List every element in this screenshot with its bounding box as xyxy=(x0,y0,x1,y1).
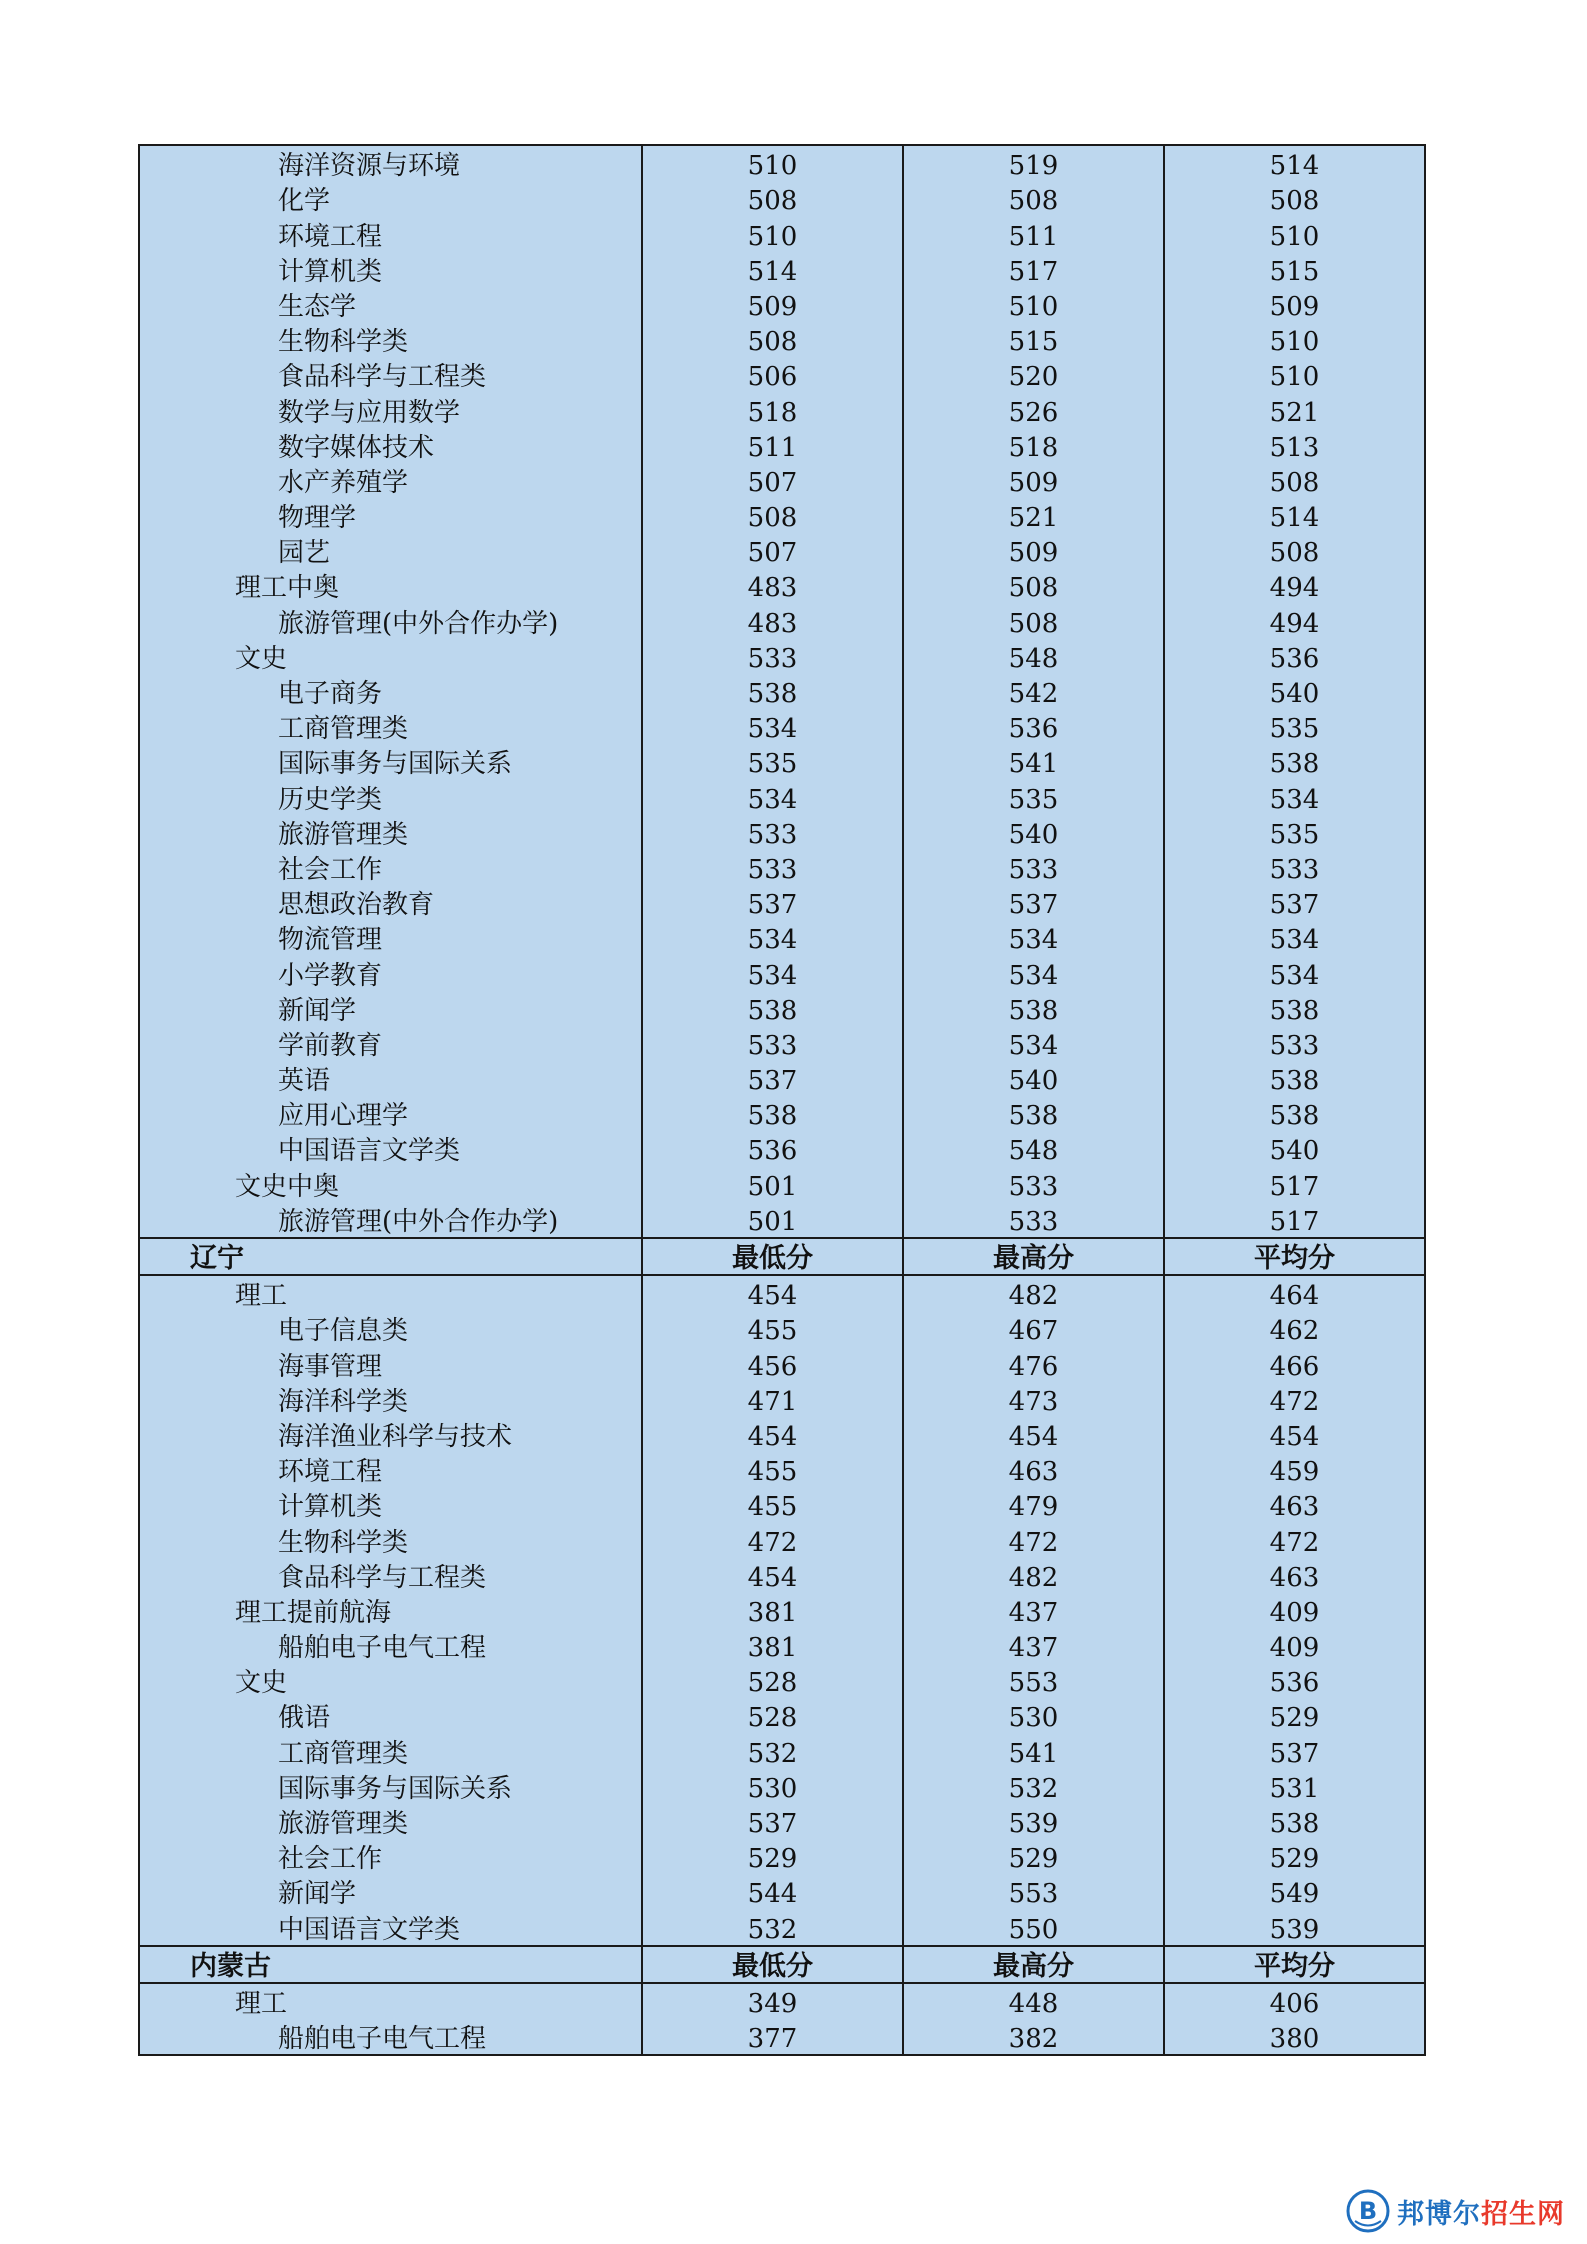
major-row xyxy=(139,428,1425,463)
major-row xyxy=(139,498,1425,533)
max-score-cell: 515 xyxy=(903,322,1164,357)
major-row xyxy=(139,850,1425,885)
major-row xyxy=(139,1558,1425,1593)
row-name-cell: 船舶电子电气工程 xyxy=(139,1628,642,1663)
max-score-cell: 448 xyxy=(903,1983,1164,2019)
min-score-cell: 483 xyxy=(642,568,903,603)
major-row xyxy=(139,991,1425,1026)
min-score-cell: 514 xyxy=(642,252,903,287)
svg-text:B: B xyxy=(1358,2197,1378,2225)
major-row xyxy=(139,1131,1425,1166)
category-row xyxy=(139,1983,1425,2019)
min-score-cell: 455 xyxy=(642,1311,903,1346)
min-score-cell: 537 xyxy=(642,1061,903,1096)
min-score-cell: 508 xyxy=(642,498,903,533)
major-row xyxy=(139,1346,1425,1381)
avg-score-cell: 536 xyxy=(1164,639,1425,674)
major-row xyxy=(139,1026,1425,1061)
avg-score-cell: 406 xyxy=(1164,1983,1425,2019)
major-row xyxy=(139,181,1425,216)
min-score-cell: 510 xyxy=(642,145,903,181)
logo-text-accent: 招生网 xyxy=(1481,2198,1565,2230)
max-score-cell: 538 xyxy=(903,991,1164,1026)
max-score-cell: 437 xyxy=(903,1593,1164,1628)
avg-score-cell: 508 xyxy=(1164,533,1425,568)
avg-score-cell: 472 xyxy=(1164,1382,1425,1417)
major-row xyxy=(139,533,1425,568)
province-header-row xyxy=(139,1238,1425,1275)
category-row xyxy=(139,1593,1425,1628)
row-name-cell: 理工 xyxy=(139,1983,642,2019)
avg-score-cell: 494 xyxy=(1164,603,1425,638)
row-name-cell: 水产养殖学 xyxy=(139,463,642,498)
min-score-cell: 472 xyxy=(642,1522,903,1557)
min-score-cell: 528 xyxy=(642,1698,903,1733)
min-score-cell: 最低分 xyxy=(642,1946,903,1983)
avg-score-cell: 409 xyxy=(1164,1593,1425,1628)
max-score-cell: 517 xyxy=(903,252,1164,287)
max-score-cell: 529 xyxy=(903,1839,1164,1874)
min-score-cell: 454 xyxy=(642,1558,903,1593)
min-score-cell: 528 xyxy=(642,1663,903,1698)
min-score-cell: 511 xyxy=(642,428,903,463)
min-score-cell: 534 xyxy=(642,709,903,744)
avg-score-cell: 510 xyxy=(1164,216,1425,251)
major-row xyxy=(139,920,1425,955)
max-score-cell: 509 xyxy=(903,463,1164,498)
max-score-cell: 534 xyxy=(903,1026,1164,1061)
min-score-cell: 471 xyxy=(642,1382,903,1417)
max-score-cell: 550 xyxy=(903,1909,1164,1945)
min-score-cell: 536 xyxy=(642,1131,903,1166)
avg-score-cell: 平均分 xyxy=(1164,1946,1425,1983)
max-score-cell: 534 xyxy=(903,920,1164,955)
province-header-row xyxy=(139,1946,1425,1983)
avg-score-cell: 538 xyxy=(1164,744,1425,779)
min-score-cell: 381 xyxy=(642,1593,903,1628)
row-name-cell: 社会工作 xyxy=(139,850,642,885)
max-score-cell: 537 xyxy=(903,885,1164,920)
max-score-cell: 454 xyxy=(903,1417,1164,1452)
avg-score-cell: 472 xyxy=(1164,1522,1425,1557)
avg-score-cell: 535 xyxy=(1164,815,1425,850)
min-score-cell: 501 xyxy=(642,1166,903,1201)
avg-score-cell: 462 xyxy=(1164,1311,1425,1346)
row-name-cell: 电子商务 xyxy=(139,674,642,709)
max-score-cell: 520 xyxy=(903,357,1164,392)
min-score-cell: 454 xyxy=(642,1417,903,1452)
site-logo xyxy=(1345,2188,1565,2234)
row-name-cell: 小学教育 xyxy=(139,955,642,990)
major-row xyxy=(139,815,1425,850)
min-score-cell: 529 xyxy=(642,1839,903,1874)
avg-score-cell: 534 xyxy=(1164,955,1425,990)
avg-score-cell: 537 xyxy=(1164,885,1425,920)
min-score-cell: 456 xyxy=(642,1346,903,1381)
major-row xyxy=(139,1804,1425,1839)
avg-score-cell: 533 xyxy=(1164,1026,1425,1061)
major-row xyxy=(139,674,1425,709)
avg-score-cell: 529 xyxy=(1164,1839,1425,1874)
max-score-cell: 548 xyxy=(903,639,1164,674)
major-row xyxy=(139,1698,1425,1733)
row-name-cell: 中国语言文学类 xyxy=(139,1131,642,1166)
min-score-cell: 537 xyxy=(642,1804,903,1839)
max-score-cell: 519 xyxy=(903,145,1164,181)
max-score-cell: 530 xyxy=(903,1698,1164,1733)
major-row xyxy=(139,1874,1425,1909)
row-name-cell: 应用心理学 xyxy=(139,1096,642,1131)
min-score-cell: 377 xyxy=(642,2019,903,2055)
major-row xyxy=(139,1522,1425,1557)
major-row xyxy=(139,744,1425,779)
row-name-cell: 船舶电子电气工程 xyxy=(139,2019,642,2055)
max-score-cell: 553 xyxy=(903,1663,1164,1698)
row-name-cell: 辽宁 xyxy=(139,1238,642,1275)
row-name-cell: 化学 xyxy=(139,181,642,216)
min-score-cell: 535 xyxy=(642,744,903,779)
row-name-cell: 工商管理类 xyxy=(139,709,642,744)
row-name-cell: 社会工作 xyxy=(139,1839,642,1874)
category-row xyxy=(139,568,1425,603)
max-score-cell: 最高分 xyxy=(903,1238,1164,1275)
category-row xyxy=(139,639,1425,674)
max-score-cell: 533 xyxy=(903,1202,1164,1238)
max-score-cell: 509 xyxy=(903,533,1164,568)
min-score-cell: 508 xyxy=(642,322,903,357)
row-name-cell: 电子信息类 xyxy=(139,1311,642,1346)
max-score-cell: 482 xyxy=(903,1558,1164,1593)
row-name-cell: 园艺 xyxy=(139,533,642,568)
avg-score-cell: 513 xyxy=(1164,428,1425,463)
major-row xyxy=(139,357,1425,392)
row-name-cell: 旅游管理(中外合作办学) xyxy=(139,1202,642,1238)
row-name-cell: 计算机类 xyxy=(139,1487,642,1522)
min-score-cell: 最低分 xyxy=(642,1238,903,1275)
max-score-cell: 467 xyxy=(903,1311,1164,1346)
max-score-cell: 540 xyxy=(903,815,1164,850)
major-row xyxy=(139,1909,1425,1945)
avg-score-cell: 540 xyxy=(1164,674,1425,709)
avg-score-cell: 515 xyxy=(1164,252,1425,287)
major-row xyxy=(139,1839,1425,1874)
min-score-cell: 538 xyxy=(642,674,903,709)
min-score-cell: 532 xyxy=(642,1733,903,1768)
min-score-cell: 533 xyxy=(642,850,903,885)
max-score-cell: 508 xyxy=(903,181,1164,216)
max-score-cell: 538 xyxy=(903,1096,1164,1131)
row-name-cell: 新闻学 xyxy=(139,1874,642,1909)
max-score-cell: 553 xyxy=(903,1874,1164,1909)
row-name-cell: 海洋资源与环境 xyxy=(139,145,642,181)
major-row xyxy=(139,392,1425,427)
major-row xyxy=(139,885,1425,920)
row-name-cell: 食品科学与工程类 xyxy=(139,357,642,392)
row-name-cell: 环境工程 xyxy=(139,1452,642,1487)
min-score-cell: 483 xyxy=(642,603,903,638)
min-score-cell: 349 xyxy=(642,1983,903,2019)
max-score-cell: 541 xyxy=(903,1733,1164,1768)
major-row xyxy=(139,1769,1425,1804)
row-name-cell: 理工提前航海 xyxy=(139,1593,642,1628)
row-name-cell: 内蒙古 xyxy=(139,1946,642,1983)
avg-score-cell: 494 xyxy=(1164,568,1425,603)
min-score-cell: 538 xyxy=(642,991,903,1026)
site-logo-text xyxy=(1397,2192,1565,2231)
avg-score-cell: 538 xyxy=(1164,1804,1425,1839)
major-row xyxy=(139,2019,1425,2055)
row-name-cell: 生物科学类 xyxy=(139,322,642,357)
row-name-cell: 国际事务与国际关系 xyxy=(139,744,642,779)
avg-score-cell: 517 xyxy=(1164,1202,1425,1238)
row-name-cell: 历史学类 xyxy=(139,779,642,814)
max-score-cell: 510 xyxy=(903,287,1164,322)
avg-score-cell: 514 xyxy=(1164,498,1425,533)
min-score-cell: 532 xyxy=(642,1909,903,1945)
max-score-cell: 382 xyxy=(903,2019,1164,2055)
avg-score-cell: 538 xyxy=(1164,1061,1425,1096)
max-score-cell: 472 xyxy=(903,1522,1164,1557)
major-row xyxy=(139,709,1425,744)
major-row xyxy=(139,145,1425,181)
avg-score-cell: 510 xyxy=(1164,357,1425,392)
admission-score-table xyxy=(138,144,1426,2056)
min-score-cell: 381 xyxy=(642,1628,903,1663)
avg-score-cell: 380 xyxy=(1164,2019,1425,2055)
major-row xyxy=(139,1452,1425,1487)
avg-score-cell: 533 xyxy=(1164,850,1425,885)
avg-score-cell: 531 xyxy=(1164,1769,1425,1804)
max-score-cell: 536 xyxy=(903,709,1164,744)
row-name-cell: 生物科学类 xyxy=(139,1522,642,1557)
min-score-cell: 506 xyxy=(642,357,903,392)
avg-score-cell: 535 xyxy=(1164,709,1425,744)
max-score-cell: 437 xyxy=(903,1628,1164,1663)
min-score-cell: 455 xyxy=(642,1452,903,1487)
min-score-cell: 534 xyxy=(642,955,903,990)
major-row xyxy=(139,1628,1425,1663)
major-row xyxy=(139,287,1425,322)
min-score-cell: 538 xyxy=(642,1096,903,1131)
avg-score-cell: 517 xyxy=(1164,1166,1425,1201)
max-score-cell: 482 xyxy=(903,1275,1164,1311)
avg-score-cell: 509 xyxy=(1164,287,1425,322)
score-table-body xyxy=(139,145,1425,2055)
avg-score-cell: 409 xyxy=(1164,1628,1425,1663)
max-score-cell: 526 xyxy=(903,392,1164,427)
b-circle-logo-icon xyxy=(1345,2188,1391,2234)
major-row xyxy=(139,1096,1425,1131)
major-row xyxy=(139,1382,1425,1417)
max-score-cell: 535 xyxy=(903,779,1164,814)
major-row xyxy=(139,216,1425,251)
major-row xyxy=(139,1733,1425,1768)
max-score-cell: 533 xyxy=(903,1166,1164,1201)
row-name-cell: 海事管理 xyxy=(139,1346,642,1381)
max-score-cell: 508 xyxy=(903,568,1164,603)
row-name-cell: 海洋渔业科学与技术 xyxy=(139,1417,642,1452)
min-score-cell: 508 xyxy=(642,181,903,216)
max-score-cell: 542 xyxy=(903,674,1164,709)
row-name-cell: 学前教育 xyxy=(139,1026,642,1061)
max-score-cell: 518 xyxy=(903,428,1164,463)
avg-score-cell: 459 xyxy=(1164,1452,1425,1487)
avg-score-cell: 463 xyxy=(1164,1487,1425,1522)
min-score-cell: 544 xyxy=(642,1874,903,1909)
row-name-cell: 理工 xyxy=(139,1275,642,1311)
min-score-cell: 455 xyxy=(642,1487,903,1522)
major-row xyxy=(139,322,1425,357)
row-name-cell: 国际事务与国际关系 xyxy=(139,1769,642,1804)
min-score-cell: 510 xyxy=(642,216,903,251)
max-score-cell: 473 xyxy=(903,1382,1164,1417)
min-score-cell: 537 xyxy=(642,885,903,920)
major-row xyxy=(139,463,1425,498)
row-name-cell: 旅游管理(中外合作办学) xyxy=(139,603,642,638)
max-score-cell: 最高分 xyxy=(903,1946,1164,1983)
min-score-cell: 533 xyxy=(642,1026,903,1061)
logo-text-main: 邦博尔 xyxy=(1397,2198,1481,2230)
major-row xyxy=(139,1202,1425,1238)
avg-score-cell: 510 xyxy=(1164,322,1425,357)
major-row xyxy=(139,779,1425,814)
min-score-cell: 518 xyxy=(642,392,903,427)
row-name-cell: 新闻学 xyxy=(139,991,642,1026)
min-score-cell: 509 xyxy=(642,287,903,322)
avg-score-cell: 466 xyxy=(1164,1346,1425,1381)
min-score-cell: 454 xyxy=(642,1275,903,1311)
avg-score-cell: 464 xyxy=(1164,1275,1425,1311)
avg-score-cell: 454 xyxy=(1164,1417,1425,1452)
category-row xyxy=(139,1166,1425,1201)
row-name-cell: 计算机类 xyxy=(139,252,642,287)
max-score-cell: 521 xyxy=(903,498,1164,533)
max-score-cell: 479 xyxy=(903,1487,1164,1522)
major-row xyxy=(139,1417,1425,1452)
max-score-cell: 533 xyxy=(903,850,1164,885)
row-name-cell: 旅游管理类 xyxy=(139,1804,642,1839)
max-score-cell: 476 xyxy=(903,1346,1164,1381)
max-score-cell: 534 xyxy=(903,955,1164,990)
max-score-cell: 541 xyxy=(903,744,1164,779)
row-name-cell: 文史 xyxy=(139,639,642,674)
row-name-cell: 旅游管理类 xyxy=(139,815,642,850)
max-score-cell: 548 xyxy=(903,1131,1164,1166)
major-row xyxy=(139,603,1425,638)
min-score-cell: 501 xyxy=(642,1202,903,1238)
avg-score-cell: 508 xyxy=(1164,181,1425,216)
row-name-cell: 海洋科学类 xyxy=(139,1382,642,1417)
category-row xyxy=(139,1275,1425,1311)
major-row xyxy=(139,252,1425,287)
avg-score-cell: 514 xyxy=(1164,145,1425,181)
row-name-cell: 工商管理类 xyxy=(139,1733,642,1768)
avg-score-cell: 529 xyxy=(1164,1698,1425,1733)
max-score-cell: 508 xyxy=(903,603,1164,638)
avg-score-cell: 538 xyxy=(1164,991,1425,1026)
row-name-cell: 理工中奥 xyxy=(139,568,642,603)
major-row xyxy=(139,1487,1425,1522)
major-row xyxy=(139,1311,1425,1346)
avg-score-cell: 521 xyxy=(1164,392,1425,427)
avg-score-cell: 539 xyxy=(1164,1909,1425,1945)
avg-score-cell: 508 xyxy=(1164,463,1425,498)
avg-score-cell: 537 xyxy=(1164,1733,1425,1768)
max-score-cell: 511 xyxy=(903,216,1164,251)
avg-score-cell: 463 xyxy=(1164,1558,1425,1593)
row-name-cell: 文史中奥 xyxy=(139,1166,642,1201)
avg-score-cell: 平均分 xyxy=(1164,1238,1425,1275)
min-score-cell: 534 xyxy=(642,779,903,814)
min-score-cell: 533 xyxy=(642,639,903,674)
row-name-cell: 俄语 xyxy=(139,1698,642,1733)
row-name-cell: 英语 xyxy=(139,1061,642,1096)
min-score-cell: 530 xyxy=(642,1769,903,1804)
avg-score-cell: 534 xyxy=(1164,920,1425,955)
row-name-cell: 文史 xyxy=(139,1663,642,1698)
row-name-cell: 生态学 xyxy=(139,287,642,322)
avg-score-cell: 540 xyxy=(1164,1131,1425,1166)
row-name-cell: 食品科学与工程类 xyxy=(139,1558,642,1593)
avg-score-cell: 549 xyxy=(1164,1874,1425,1909)
major-row xyxy=(139,1061,1425,1096)
row-name-cell: 物理学 xyxy=(139,498,642,533)
row-name-cell: 物流管理 xyxy=(139,920,642,955)
major-row xyxy=(139,955,1425,990)
row-name-cell: 数学与应用数学 xyxy=(139,392,642,427)
min-score-cell: 534 xyxy=(642,920,903,955)
row-name-cell: 数字媒体技术 xyxy=(139,428,642,463)
avg-score-cell: 534 xyxy=(1164,779,1425,814)
row-name-cell: 环境工程 xyxy=(139,216,642,251)
min-score-cell: 533 xyxy=(642,815,903,850)
category-row xyxy=(139,1663,1425,1698)
avg-score-cell: 536 xyxy=(1164,1663,1425,1698)
row-name-cell: 中国语言文学类 xyxy=(139,1909,642,1945)
max-score-cell: 539 xyxy=(903,1804,1164,1839)
avg-score-cell: 538 xyxy=(1164,1096,1425,1131)
max-score-cell: 540 xyxy=(903,1061,1164,1096)
row-name-cell: 思想政治教育 xyxy=(139,885,642,920)
min-score-cell: 507 xyxy=(642,463,903,498)
max-score-cell: 532 xyxy=(903,1769,1164,1804)
min-score-cell: 507 xyxy=(642,533,903,568)
max-score-cell: 463 xyxy=(903,1452,1164,1487)
